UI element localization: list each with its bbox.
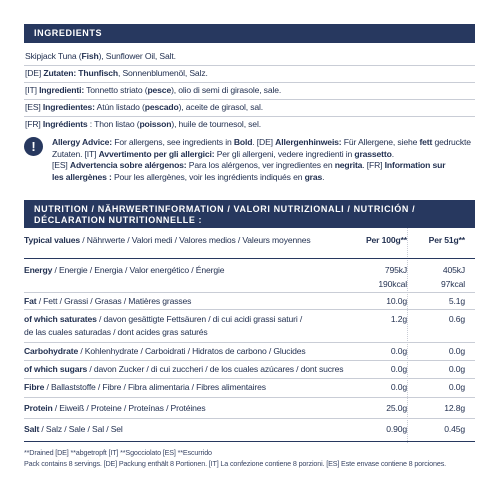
row-label: Salt / Salz / Sale / Sal / Sel — [24, 424, 123, 434]
row-label-continued: de las cuales saturadas / dont acides gras saturés — [24, 327, 208, 337]
ingredients-line-fr: [FR] Ingrédients : Thon listao (poisson), huile de tournesol, sel. — [25, 119, 261, 129]
row-label: of which saturates / davon gesättigte Fettsäuren / di cui acidi grassi saturi / — [24, 314, 303, 324]
ingredients-line-es: [ES] Ingredientes: Atún listado (pescado), aceite de girasol, sal. — [25, 102, 264, 112]
row-label: Carbohydrate / Kohlenhydrate / Carboidrati / Hidratos de carbono / Glucides — [24, 346, 306, 356]
value-per-100g: 795kJ — [384, 265, 407, 275]
nutrition-header-line: NUTRITION / NÄHRWERTINFORMATION / VALORI NUTRIZIONALI / NUTRICIÓN / — [34, 204, 416, 214]
value-per-100g: 0.0g — [390, 364, 407, 374]
divider — [24, 309, 475, 310]
divider — [24, 441, 475, 442]
per-serving-header: Per 51g** — [428, 235, 465, 245]
value-per-serving: 405kJ — [442, 265, 465, 275]
divider — [24, 397, 475, 398]
ingredients-line-en: Skipjack Tuna (Fish), Sunflower Oil, Salt. — [25, 51, 176, 61]
drained-note: **Drained [DE] **abgetropft [IT] **Sgocciolato [ES] **Escurrido — [24, 448, 212, 457]
divider — [24, 378, 475, 379]
ingredients-line-it: [IT] Ingredienti: Tonnetto striato (pesce), olio di semi di girasole, sale. — [25, 85, 282, 95]
allergy-advice — [52, 137, 471, 183]
value-per-100g: 0.0g — [390, 382, 407, 392]
value-per-100g: 0.0g — [390, 346, 407, 356]
divider — [24, 82, 475, 83]
exclamation-icon: ! — [24, 137, 43, 156]
row-label: Energy / Energie / Energia / Valor energético / Énergie — [24, 265, 225, 275]
allergy-line: [ES] Advertencia sobre alérgenos: Para los alérgenos, ver ingredientes en negrita. [FR] Information sur — [52, 160, 446, 170]
divider — [24, 65, 475, 66]
value-per-100g: 10.0g — [386, 296, 407, 306]
ingredients-line-de: [DE] Zutaten: Thunfisch, Sonnenblumenöl, Salz. — [25, 68, 208, 78]
allergy-line: Allergy Advice: For allergens, see ingredients in Bold. [DE] Allergenhinweis: Für Allergene, siehe fett gedruckte — [52, 137, 471, 147]
row-label: Protein / Eiweiß / Proteine / Proteínas / Protéines — [24, 403, 206, 413]
nutrition-header-line: DÉCLARATION NUTRITIONNELLE : — [34, 214, 203, 225]
value-per-serving: 97kcal — [441, 279, 465, 289]
value-per-serving: 5.1g — [448, 296, 465, 306]
value-per-serving: 0.6g — [448, 314, 465, 324]
typical-values-label: Typical values / Nährwerte / Valori medi / Valores medios / Valeurs moyennes — [24, 235, 311, 245]
value-per-serving: 0.45g — [444, 424, 465, 434]
value-per-100g: 0.90g — [386, 424, 407, 434]
column-divider — [407, 228, 408, 443]
servings-note: Pack contains 8 servings. [DE] Packung enthält 8 Portionen. [IT] La confezione contiene 8 porzioni. [ES] Este envase contiene 8 porciones. — [24, 459, 446, 468]
divider — [24, 116, 475, 117]
value-per-100g: 1.2g — [390, 314, 407, 324]
value-per-serving: 0.0g — [448, 364, 465, 374]
per-100g-header: Per 100g** — [365, 235, 407, 245]
divider — [24, 360, 475, 361]
value-per-100g: 190kcal — [378, 279, 407, 289]
row-label: Fat / Fett / Grassi / Grasas / Matières grasses — [24, 296, 192, 306]
value-per-serving: 0.0g — [448, 346, 465, 356]
value-per-100g: 25.0g — [386, 403, 407, 413]
allergy-line: Zutaten. [IT] Avvertimento per gli allergici: Per gli allergeni, vedere ingredienti in grassetto. — [52, 148, 394, 159]
divider — [24, 342, 475, 343]
divider — [24, 292, 475, 293]
value-per-serving: 12.8g — [444, 403, 465, 413]
value-per-serving: 0.0g — [448, 382, 465, 392]
divider — [24, 99, 475, 100]
ingredients-header: INGREDIENTS — [24, 24, 475, 43]
row-label: Fibre / Ballaststoffe / Fibre / Fibra alimentaria / Fibres alimentaires — [24, 382, 266, 392]
row-label: of which sugars / davon Zucker / di cui zuccheri / de los cuales azúcares / dont sucres — [24, 364, 344, 374]
allergy-line: les allergènes : Pour les allergènes, voir les ingrédients indiqués en gras. — [52, 171, 325, 182]
divider — [24, 418, 475, 419]
divider — [24, 258, 475, 259]
nutrition-header — [24, 200, 475, 228]
